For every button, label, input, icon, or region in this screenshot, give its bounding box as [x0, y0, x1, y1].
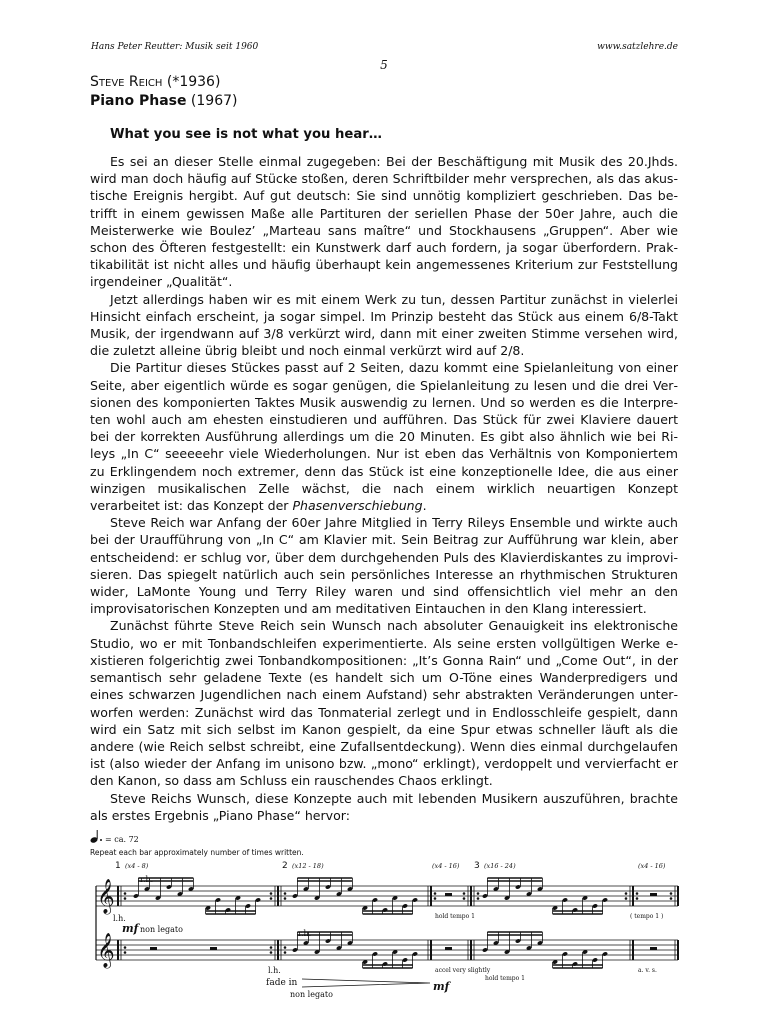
treble-clef-icon: 𝄞	[97, 933, 115, 968]
rest-icon	[445, 947, 452, 950]
bar-number: 1	[115, 861, 121, 871]
articulation-label: non legato	[290, 990, 333, 999]
treble-clef-icon: 𝄞	[97, 879, 115, 914]
composer-years: (*1936)	[166, 74, 221, 90]
rest-icon	[210, 947, 217, 950]
dotted-quarter-note-icon	[90, 830, 102, 844]
dynamic-marking: mf	[433, 980, 450, 993]
paragraph: Zunächst führte Steve Reich sein Wunsch nach absoluter Genauigkeit ins elektronische Studio, wo er mit Tonbandschleifen experimentierte. Als seine ersten vollgültigen Werke existieren folgerichtig zwei Tonbandkompositionen: „It’s Gonna Rain“ und „Come Out“, in der semantisch sehr geladene Texte (es handelt sich um O-Töne eines Wanderpredigers und eines schwarzen Jugendlichen nach einem Aufstand) sehr abstrakten Veränderungen unterworfen werden: Zunächst wird das Tonmaterial zerlegt und in Endlosschleife gespielt, dann wird ein Satz mit sich selbst im Kanon gespielt, da eine Spur etwas schneller läuft als die andere (wie Reich selbst schreibt, eine Zufallsentdeckung). Wenn dies einmal durchgelaufen ist (also wieder der Anfang im unisono bzw. „mono“ erklingt), verdoppelt und vervierfacht er den Kanon, so dass am Schluss ein rauschendes Chaos erklingt.	[90, 618, 678, 789]
repetition-count: (x4 - 16)	[638, 862, 666, 870]
rest-icon	[445, 893, 452, 896]
repetition-count: (x16 - 24)	[484, 862, 516, 870]
repetition-count: (x12 - 18)	[292, 862, 324, 870]
tempo-instruction: ( tempo 1 )	[630, 913, 664, 920]
barlines	[118, 886, 678, 960]
paragraph-text: Die Partitur dieses Stückes passt auf 2 Seiten, dazu kommt eine Spielanleitung von einer Seite, aber eigentlich würde es sogar genügen, die Spielanleitung zu lesen und die drei Versionen des komponierten Taktes Musik auswendig zu lernen. Und so werden es die Interpreten wohl auch am ehesten einstudieren und aufführen. Das Stück für zwei Klaviere dauert bei der korrekten Ausführung allerdings um die 20 Minuten. Es gibt also ähnlich wie bei Rileys „In C“ seeeeehr viele Wiederholungen. Nur ist eben das Verhältnis von Komponiertem zu Erklingendem noch extremer, denn das Stück ist eine konzeptionelle Idee, die aus einer winzigen musikalischen Zelle wächst, die nach einem wirklich neuartigen Konzept verarbeitet ist: das Konzept der	[90, 360, 678, 514]
ottava-label: a. v. s.	[638, 967, 657, 974]
right-hand-label: r.h.	[140, 875, 154, 884]
left-hand-label: l.h.	[113, 914, 126, 923]
staff-lower	[96, 940, 678, 960]
running-header-left: Hans Peter Reutter: Musik seit 1960	[91, 42, 259, 52]
repetition-count: (x4 - 16)	[432, 862, 460, 870]
composer-name: Steve Reich	[90, 74, 163, 90]
staff-upper	[96, 886, 678, 906]
work-year: (1967)	[190, 93, 238, 109]
rest-icon	[150, 947, 157, 950]
bar-number: 3	[474, 861, 480, 871]
work-title: Piano Phase	[90, 93, 187, 109]
score-instruction: Repeat each bar approximately number of times written.	[90, 848, 304, 857]
paragraph: Steve Reichs Wunsch, diese Konzepte auch mit lebenden Musikern auszuführen, brachte als erstes Ergebnis „Piano Phase“ hervor:	[90, 790, 678, 823]
articulation-label: non legato	[140, 925, 183, 934]
work-title-line	[90, 93, 237, 109]
fade-in-label: fade in	[266, 978, 298, 988]
tempo-instruction: hold tempo 1	[435, 913, 475, 920]
paragraph: Es sei an dieser Stelle einmal zugegeben: Bei der Beschäftigung mit Musik des 20.Jhds. wird man doch häufig auf Stücke stoßen, deren Schriftbilder mehr versprechen, als das akustische Ereignis hergibt. Auf gut deutsch: Sie sind unnötig kompliziert geschrieben. Das betrifft in einem gewissen Maße alle Partituren der seriellen Phase der 50er Jahre, auch die Meisterwerke wie Boulez’ „Marteau sans maître“ und Stockhausens „Gruppen“. Aber wie schon des Öfteren festgestellt: ein Kunstwerk darf auch fordern, ja sogar überfordern. Praktikabilität ist nicht alles und häufig überhaupt kein angemessenes Kriterium zur Feststellung irgendeiner „Qualität“.	[90, 154, 678, 290]
right-hand-label: r.h.	[298, 929, 312, 938]
rest-icon	[650, 947, 657, 950]
tempo-instruction: hold tempo 1	[485, 975, 525, 982]
composer-line	[90, 74, 220, 90]
punctuation: .	[422, 498, 427, 514]
music-score-excerpt	[90, 830, 680, 1024]
dynamic-marking: mf	[122, 922, 139, 935]
section-heading: What you see is not what you hear…	[110, 127, 382, 142]
repeat-dots	[124, 892, 673, 954]
crescendo-hairpin-icon	[302, 979, 430, 987]
tempo-instruction: accel very slightly	[435, 967, 491, 974]
body-text	[90, 153, 678, 824]
bar-number: 2	[282, 861, 288, 871]
repetition-count: (x4 - 8)	[125, 862, 149, 870]
running-header-right: www.satzlehre.de	[597, 42, 678, 52]
left-hand-label: l.h.	[268, 966, 281, 975]
rest-icon	[650, 893, 657, 896]
tempo-marking: = ca. 72	[105, 835, 139, 844]
paragraph: Steve Reich war Anfang der 60er Jahre Mitglied in Terry Rileys Ensemble und wirkte auch bei der Uraufführung von „In C“ am Klavier mit. Sein Beitrag zur Aufführung war klein, aber entscheidend: er schlug vor, über dem durchgehenden Puls des Klavierdiskantes zu improvisieren. Das spiegelt natürlich auch sein persönliches Interesse an rhythmischen Strukturen wider, LaMonte Young und Terry Riley waren und sind offensichtlich viel mehr an den improvisatorischen Konzepten und am meditativen Eintauchen in den Klang interessiert.	[90, 515, 678, 617]
paragraph	[90, 359, 678, 514]
page-number: 5	[380, 58, 388, 72]
emphasis: Phasenverschiebung	[292, 498, 423, 514]
paragraph: Jetzt allerdings haben wir es mit einem Werk zu tun, dessen Partitur zunächst in vielerlei Hinsicht einfach erscheint, ja sogar simpel. Im Prinzip besteht das Stück aus einem 6/8-Takt Musik, der irgendwann auf 3/8 verkürzt wird, dann mit einer zweiten Stimme versehen wird, die zuletzt alleine übrig bleibt und noch einmal verkürzt wird auf 2/8.	[90, 291, 678, 359]
